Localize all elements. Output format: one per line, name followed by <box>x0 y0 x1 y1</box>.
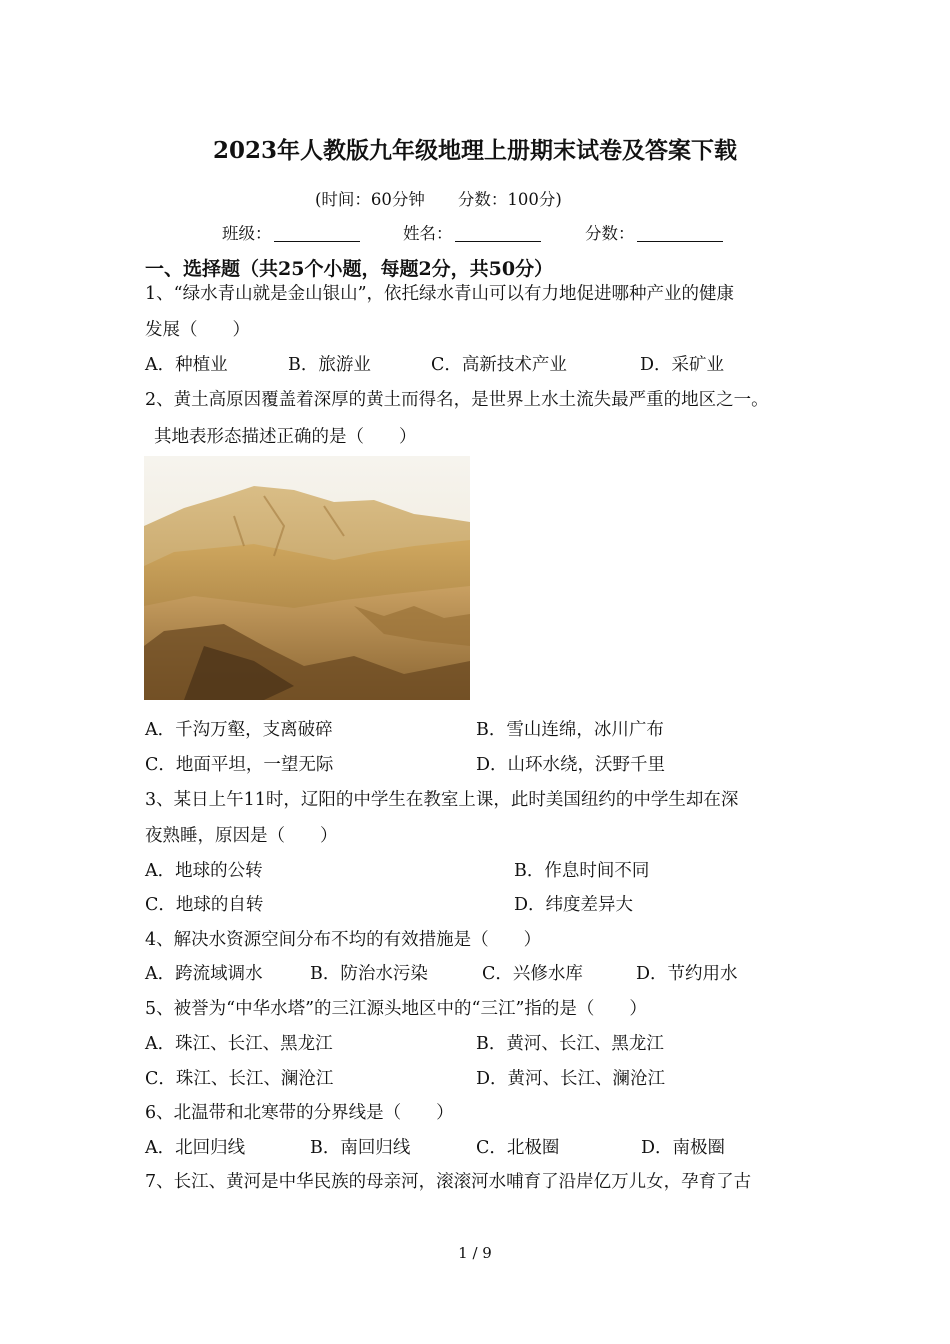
name-blank <box>455 223 541 242</box>
class-field <box>222 220 360 244</box>
q1-line1: 1、“绿水青山就是金山银山”，依托绿水青山可以有力地促进哪种产业的健康 <box>145 284 735 304</box>
q4-line1: 4、解决水资源空间分布不均的有效措施是（ ） <box>145 930 542 950</box>
q5-option-c: C．珠江、长江、澜沧江 <box>145 1069 334 1089</box>
q5-line1: 5、被誉为“中华水塔”的三江源头地区中的“三江”指的是（ ） <box>145 999 647 1019</box>
score-blank <box>637 223 723 242</box>
q3-option-c: C．地球的自转 <box>145 895 264 915</box>
q2-option-d: D．山环水绕，沃野千里 <box>476 755 666 775</box>
q7-line1: 7、长江、黄河是中华民族的母亲河，滚滚河水哺育了沿岸亿万儿女，孕育了古 <box>145 1172 752 1192</box>
q2-option-c: C．地面平坦，一望无际 <box>145 755 334 775</box>
q3-line2: 夜熟睡，原因是（ ） <box>145 826 338 846</box>
q3-option-a: A．地球的公转 <box>145 861 263 881</box>
exam-info: (时间：60分钟 分数：100分) <box>315 190 562 209</box>
q2-option-a: A．千沟万壑，支离破碎 <box>145 720 333 740</box>
loess-plateau-photo <box>144 456 470 700</box>
q5-option-d: D．黄河、长江、澜沧江 <box>476 1069 666 1089</box>
q3-option-b: B．作息时间不同 <box>514 861 650 881</box>
loess-plateau-illustration <box>144 456 470 700</box>
q6-option-d: D．南极圈 <box>641 1138 726 1158</box>
q2-line2: 其地表形态描述正确的是（ ） <box>154 427 417 447</box>
page-title: 2023年人教版九年级地理上册期末试卷及答案下载 <box>212 137 737 164</box>
score-field <box>585 220 723 244</box>
q1-option-c: C．高新技术产业 <box>431 355 567 375</box>
class-blank <box>274 223 360 242</box>
name-field <box>403 220 541 244</box>
name-label: 姓名： <box>403 224 453 243</box>
page-number: 1 / 9 <box>458 1244 492 1262</box>
q6-line1: 6、北温带和北寒带的分界线是（ ） <box>145 1103 454 1123</box>
q4-option-d: D．节约用水 <box>636 964 738 984</box>
q1-option-b: B．旅游业 <box>288 355 371 375</box>
q4-option-b: B．防治水污染 <box>310 964 428 984</box>
q3-option-d: D．纬度差异大 <box>514 895 634 915</box>
q1-option-d: D．采矿业 <box>640 355 725 375</box>
class-label: 班级： <box>222 224 272 243</box>
q5-option-b: B．黄河、长江、黑龙江 <box>476 1034 664 1054</box>
score-label: 分数： <box>585 224 635 243</box>
q4-option-c: C．兴修水库 <box>482 964 583 984</box>
q1-option-a: A．种植业 <box>145 355 228 375</box>
q6-option-c: C．北极圈 <box>476 1138 560 1158</box>
q5-option-a: A．珠江、长江、黑龙江 <box>145 1034 333 1054</box>
q2-option-b: B．雪山连绵，冰川广布 <box>476 720 664 740</box>
q6-option-b: B．南回归线 <box>310 1138 411 1158</box>
q4-option-a: A．跨流域调水 <box>145 964 263 984</box>
section-heading: 一、选择题（共25个小题，每题2分，共50分） <box>145 258 554 280</box>
q3-line1: 3、某日上午11时，辽阳的中学生在教室上课，此时美国纽约的中学生却在深 <box>145 790 739 810</box>
q2-line1: 2、黄土高原因覆盖着深厚的黄土而得名，是世界上水土流失最严重的地区之一。 <box>145 390 769 410</box>
q1-line2: 发展（ ） <box>145 320 250 340</box>
q6-option-a: A．北回归线 <box>145 1138 246 1158</box>
